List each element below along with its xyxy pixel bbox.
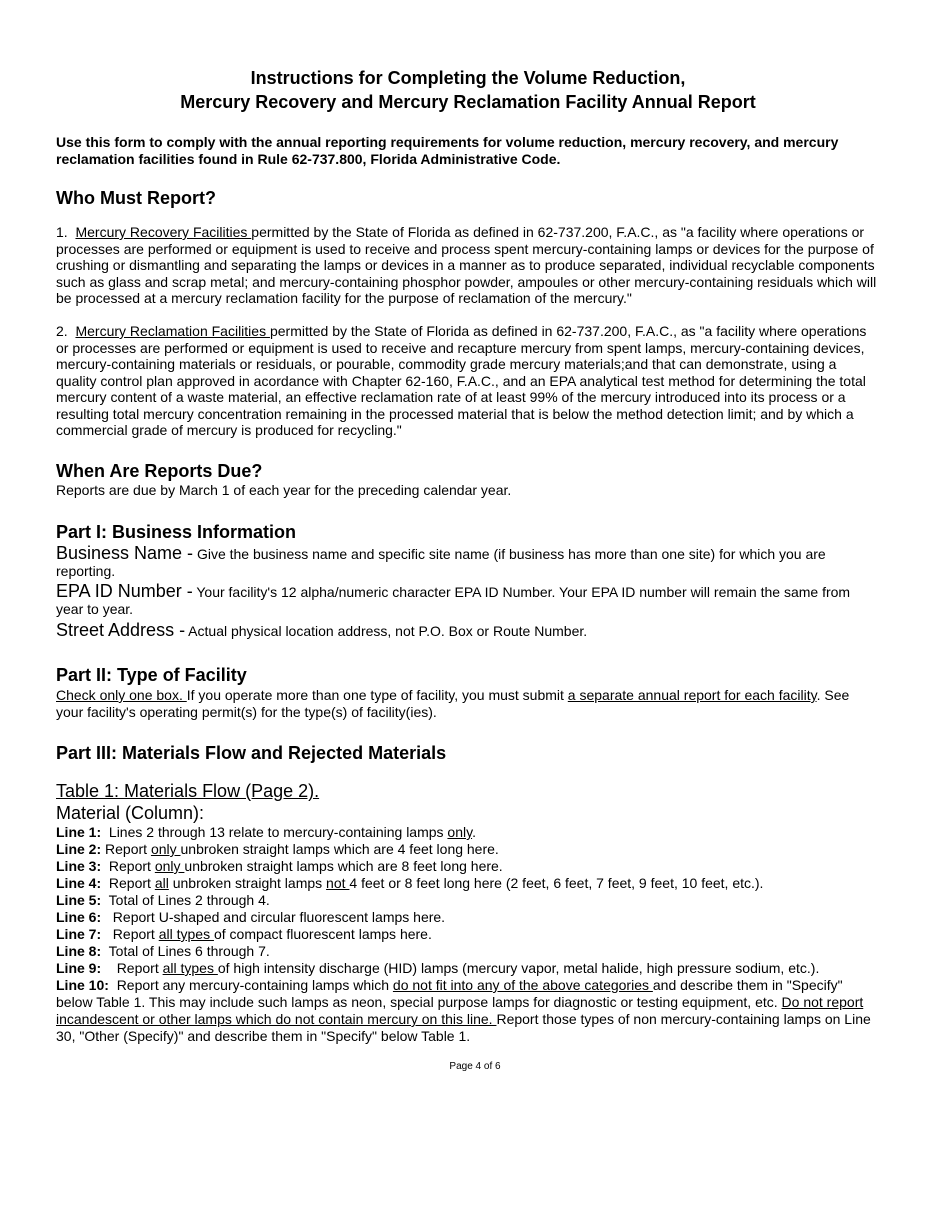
line-4-emphasis-2: not xyxy=(326,875,350,891)
check-one-box: Check only one box. xyxy=(56,687,187,703)
line-10-end: Report those types of non mercury-containing lamps on Line 30, "Other (Specify)" and describe them in "Specify" below Table 1. xyxy=(56,1011,871,1044)
line-2-end: unbroken straight lamps which are 4 feet long here. xyxy=(180,841,499,857)
line-6-item xyxy=(56,909,878,926)
title-line-2: Mercury Recovery and Mercury Reclamation Facility Annual Report xyxy=(180,92,756,112)
heading-part-2: Part II: Type of Facility xyxy=(56,665,247,685)
street-address-entry xyxy=(56,622,878,640)
heading-who-must-report: Who Must Report? xyxy=(56,188,216,208)
line-4-label: Line 4: xyxy=(56,875,102,891)
business-name-text: Give the business name and specific site name (if business has more than one site) for which you are reporting. xyxy=(56,546,826,579)
separate-report-note: a separate annual report for each facility xyxy=(567,687,817,703)
line-instructions xyxy=(56,824,878,1045)
line-1-end: . xyxy=(472,824,476,840)
heading-when-due: When Are Reports Due? xyxy=(56,461,263,481)
who-paragraph-2 xyxy=(56,323,878,439)
street-address-text: Actual physical location address, not P.O. Box or Route Number. xyxy=(185,623,588,639)
line-4-end: 4 feet or 8 feet long here (2 feet, 6 feet, 7 feet, 9 feet, 10 feet, etc.). xyxy=(349,875,764,891)
line-3-text: Report xyxy=(108,858,155,874)
line-10-emphasis: do not fit into any of the above categories xyxy=(392,977,653,993)
line-6-text: Report U-shaped and circular fluorescent lamps here. xyxy=(112,909,446,925)
document-title xyxy=(56,66,880,114)
business-name-entry xyxy=(56,545,878,579)
epa-id-entry xyxy=(56,583,878,617)
line-7-label: Line 7: xyxy=(56,926,102,942)
who-p2-text: permitted by the State of Florida as defined in 62-737.200, F.A.C., as "a facility where operations or processes are performed or equipment is used to receive and recapture mercury from spent lamps, mercury-containing devices, mercury-containing materials or residuals, or pourable, commodity grade mercury materials;and that can demonstrate, using a quality control plan approved in acordance with Chapter 62-160, F.A.C., and an EPA analytical test method for determining the total mercury content of a waste material, an effective reclamation rate of at least 99% of the mercury introduced into its process or a resulting total mercury concentration remaining in the processed material that is below the method detection limit; and by which a commercial grade of mercury is produced for recycling." xyxy=(56,323,867,438)
line-9-emphasis: all types xyxy=(162,960,218,976)
who-paragraph-1 xyxy=(56,224,878,307)
line-7-end: of compact fluorescent lamps here. xyxy=(213,926,432,942)
line-5-label: Line 5: xyxy=(56,892,102,908)
line-8-label: Line 8: xyxy=(56,943,102,959)
line-3-emphasis: only xyxy=(154,858,185,874)
line-2-item xyxy=(56,841,878,858)
line-4-mid: unbroken straight lamps xyxy=(168,875,327,891)
heading-part-3: Part III: Materials Flow and Rejected Materials xyxy=(56,743,447,763)
epa-id-label: EPA ID Number - xyxy=(56,581,193,601)
line-8-item xyxy=(56,943,878,960)
line-10-label: Line 10: xyxy=(56,977,109,993)
who-p2-term: Mercury Reclamation Facilities xyxy=(75,323,270,339)
line-3-label: Line 3: xyxy=(56,858,102,874)
line-10-text: Report any mercury-containing lamps which xyxy=(116,977,393,993)
who-p2-number: 2. xyxy=(56,323,68,339)
page-number: Page 4 of 6 xyxy=(449,1061,501,1072)
line-10-item xyxy=(56,977,878,1045)
heading-part-1: Part I: Business Information xyxy=(56,522,297,542)
line-5-item xyxy=(56,892,878,909)
part-2-text-1: If you operate more than one type of facility, you must submit xyxy=(186,687,568,703)
line-1-text: Lines 2 through 13 relate to mercury-containing lamps xyxy=(108,824,448,840)
line-4-text: Report xyxy=(108,875,155,891)
who-p1-term: Mercury Recovery Facilities xyxy=(75,224,252,240)
line-7-emphasis: all types xyxy=(158,926,214,942)
line-7-item xyxy=(56,926,878,943)
who-p1-number: 1. xyxy=(56,224,68,240)
title-line-1: Instructions for Completing the Volume Reduction, xyxy=(250,68,686,88)
line-10-mid: and describe them in "Specify" below Table 1. This may include such lamps as neon, special purpose lamps for diagnostic or testing equipment, etc. xyxy=(56,977,843,1010)
line-9-label: Line 9: xyxy=(56,960,102,976)
line-3-end: unbroken straight lamps which are 8 feet long here. xyxy=(184,858,503,874)
line-8-text: Total of Lines 6 through 7. xyxy=(108,943,270,959)
line-1-label: Line 1: xyxy=(56,824,102,840)
line-10-emphasis-2: Do not report incandescent or other lamps which do not contain mercury on this line. xyxy=(56,994,864,1027)
line-9-text: Report xyxy=(116,960,163,976)
part-2-text-2: . See your facility's operating permit(s) for the type(s) of facility(ies). xyxy=(56,687,850,720)
line-4-emphasis: all xyxy=(154,875,169,891)
line-1-item xyxy=(56,824,878,841)
due-text: Reports are due by March 1 of each year for the preceding calendar year. xyxy=(56,482,512,498)
line-3-item xyxy=(56,858,878,875)
line-9-item xyxy=(56,960,878,977)
line-1-emphasis: only xyxy=(447,824,473,840)
line-2-text: Report xyxy=(105,841,151,857)
line-7-text: Report xyxy=(112,926,159,942)
table-1-title: Table 1: Materials Flow (Page 2). xyxy=(56,781,320,801)
street-address-label: Street Address - xyxy=(56,620,186,640)
line-9-end: of high intensity discharge (HID) lamps (mercury vapor, metal halide, high pressure sodium, etc.). xyxy=(217,960,820,976)
epa-id-text: Your facility's 12 alpha/numeric character EPA ID Number. Your EPA ID number will remain the same from year to year. xyxy=(56,584,851,617)
line-2-label: Line 2: xyxy=(56,841,102,857)
line-4-item xyxy=(56,875,878,892)
line-5-text: Total of Lines 2 through 4. xyxy=(108,892,270,908)
material-column-title: Material (Column): xyxy=(56,803,205,823)
line-2-emphasis: only xyxy=(150,841,181,857)
business-name-label: Business Name - xyxy=(56,543,194,563)
intro-text: Use this form to comply with the annual reporting requirements for volume reduction, mercury recovery, and mercury reclamation facilities found in Rule 62-737.800, Florida Administrative Code. xyxy=(56,134,839,167)
line-6-label: Line 6: xyxy=(56,909,102,925)
who-p1-text: permitted by the State of Florida as defined in 62-737.200, F.A.C., as "a facility where operations or processes are performed or equipment is used to receive and process spent mercury-containing lamps or devices for the purpose of crushing or dismantling and separating the lamps or devices in a manner as to produce separated, individual recyclable components such as glass and scrap metal; and mercury-containing phosphor powder, ampoules or other mercury-containing residuals which will be processed at a mercury reclamation facility for the purpose of reclamation of the mercury." xyxy=(56,224,877,306)
part-2-text xyxy=(56,687,878,720)
